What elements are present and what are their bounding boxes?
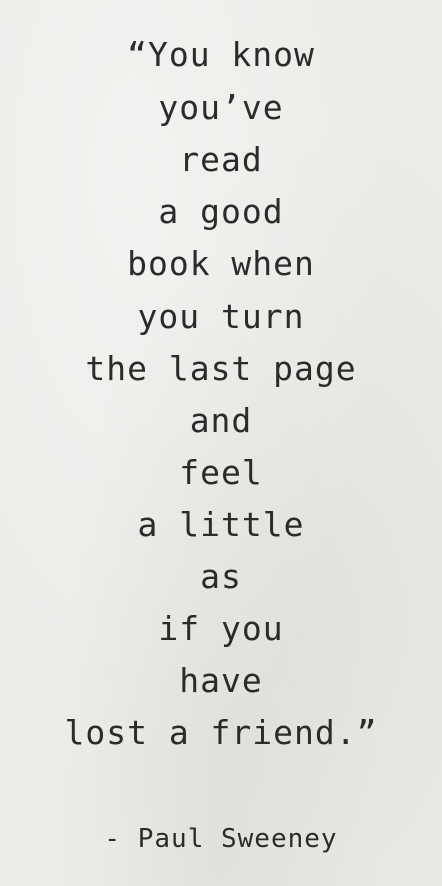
quote-line: you’ve [158,88,284,127]
quote-line: “You know [127,35,315,74]
quote-author: - Paul Sweeney [104,824,338,854]
quote-line: feel [179,453,263,492]
quote-line: the last page [85,349,357,388]
quote-line: a good [158,192,284,231]
quote-line: as [200,557,242,596]
quote-line: lost a friend.” [64,713,378,752]
quote-line: have [179,661,263,700]
quote-line: book when [127,244,315,283]
quote-line: read [179,140,263,179]
quote-line: a little [137,505,305,544]
quote-line: you turn [137,297,305,336]
quote-line: and [189,401,253,440]
quote-line: if you [158,609,284,648]
